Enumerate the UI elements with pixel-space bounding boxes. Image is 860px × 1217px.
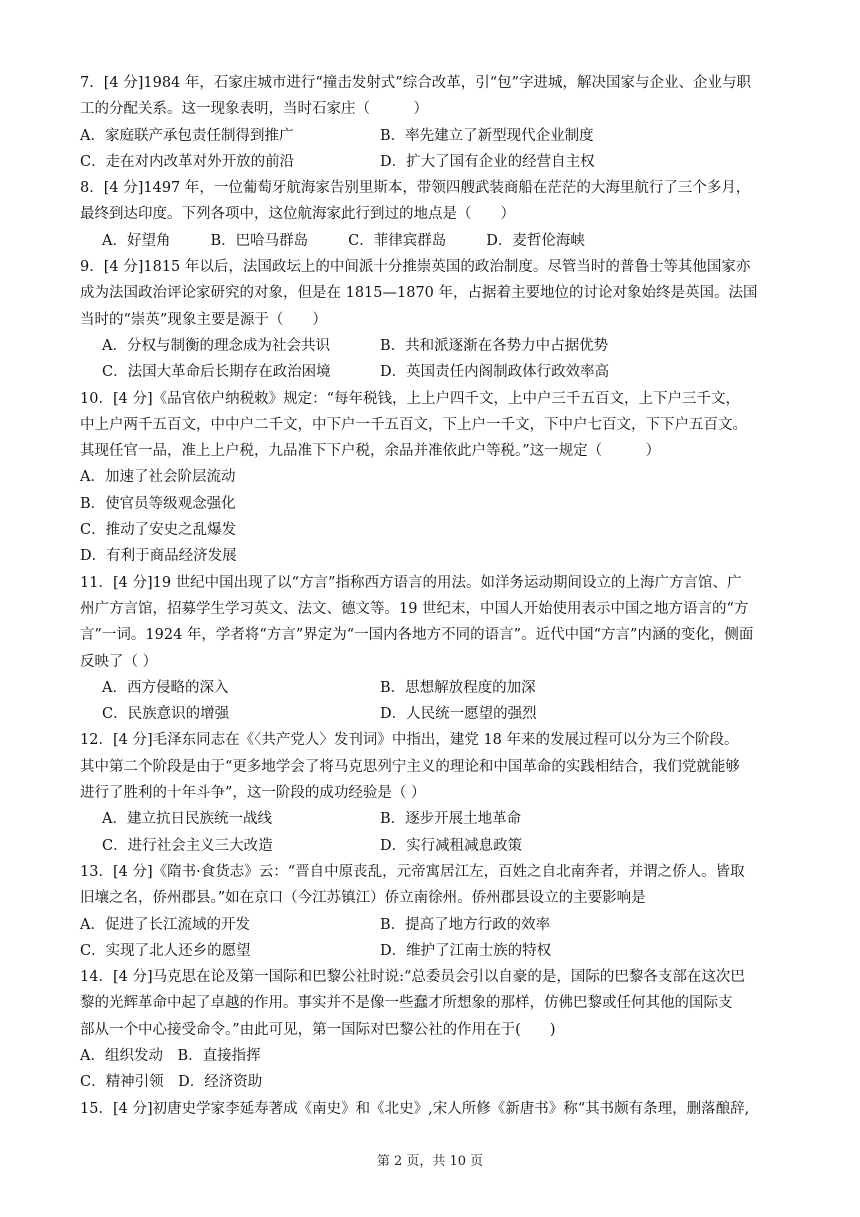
page-number: 第 2 页，共 10 页	[376, 1154, 484, 1169]
question-7	[80, 70, 780, 175]
question-10	[80, 386, 780, 570]
question-text: 11．[4 分]19 世纪中国出现了以“方言”指称西方语言的用法。如洋务运动期间设立的上海广方言馆、广	[80, 574, 742, 591]
question-8	[80, 175, 780, 254]
question-11	[80, 570, 780, 728]
option-a: A．家庭联产承包责任制得到推广	[80, 127, 294, 144]
question-text: 8．[4 分]1497 年，一位葡萄牙航海家告别里斯本，带领四艘武装商船在茫茫的大海里航行了三个多月，	[80, 180, 751, 197]
option-c: C．法国大革命后长期存在政治困境	[102, 364, 331, 381]
option-a: A．建立抗日民族统一战线	[102, 811, 272, 828]
question-text: 10．[4 分]《品官依户纳税敕》规定：“每年税钱，上上户四千文，上中户三千五百文，上下户三千文，	[80, 390, 741, 407]
option-b: B．提高了地方行政的效率	[380, 916, 551, 933]
option-a: A．促进了长江流域的开发	[80, 916, 250, 933]
question-text: 13．[4 分]《隋书·食货志》云：“晋自中原丧乱，元帝寓居江左，百姓之自北南奔者，并谓之侨人。皆取	[80, 863, 745, 880]
question-text: 14．[4 分]马克思在论及第一国际和巴黎公社时说:“总委员会引以自豪的是，国际的巴黎各支部在这次巴	[80, 969, 745, 986]
option-d: D．有利于商品经济发展	[80, 548, 237, 565]
question-text: 7．[4 分]1984 年，石家庄城市进行“撞击发射式”综合改革，引“包”字进城，解决国家与企业、企业与职	[80, 75, 752, 91]
question-text: 州广方言馆，招募学生学习英文、法文、德文等。19 世纪末，中国人开始使用表示中国之地方语言的“方	[80, 600, 749, 617]
question-9	[80, 254, 780, 385]
question-text: 进行了胜利的十年斗争”，这一阶段的成功经验是（ ）	[80, 785, 426, 802]
question-text: 其现任官一品，准上上户税，九品准下下户税，余品并准依此户等税。”这一规定（ ）	[80, 443, 661, 460]
option-c: C．走在对内改革对外开放的前沿	[80, 153, 295, 170]
option-a-b: A．组织发动 B．直接指挥	[80, 1047, 261, 1064]
question-text: 中上户两千五百文，中中户二千文，中下户一千五百文，下上户一千文，下中户七百文，下下户五百文。	[80, 416, 747, 433]
option-b: B．率先建立了新型现代企业制度	[380, 127, 594, 144]
option-a: A．分权与制衡的理念成为社会共识	[102, 337, 330, 354]
option-d: D．扩大了国有企业的经营自主权	[380, 153, 595, 170]
question-13	[80, 859, 780, 964]
option-a: A．加速了社会阶层流动	[80, 469, 236, 486]
option-c: C．菲律宾群岛	[348, 232, 447, 249]
option-c: C．民族意识的增强	[102, 706, 230, 723]
question-text: 其中第二个阶段是由于“更多地学会了将马克思列宁主义的理论和中国革命的实践相结合，我们党就能够	[80, 758, 740, 775]
option-b: B．使官员等级观念强化	[80, 495, 236, 512]
option-d: D．麦哲伦海峡	[486, 232, 585, 249]
question-text: 旧壤之名，侨州郡县。”如在京口（今江苏镇江）侨立南徐州。侨州郡县设立的主要影响是	[80, 890, 646, 907]
question-text: 工的分配关系。这一现象表明，当时石家庄（ ）	[80, 101, 428, 118]
option-b: B．思想解放程度的加深	[380, 679, 536, 696]
question-text: 当时的“崇英”现象主要是源于（ ）	[80, 311, 327, 328]
option-d: D．人民统一愿望的强烈	[380, 706, 537, 723]
question-text: 9．[4 分]1815 年以后，法国政坛上的中间派十分推崇英国的政治制度。尽管当时的普鲁士等其他国家亦	[80, 259, 751, 276]
option-c: C．进行社会主义三大改造	[102, 837, 273, 854]
question-text: 黎的光辉革命中起了卓越的作用。事实并不是像一些蠢才所想象的那样，仿佛巴黎或任何其他的国际支	[80, 995, 733, 1012]
option-b: B．逐步开展土地革命	[380, 811, 522, 828]
question-text: 成为法国政治评论家研究的对象，但是在 1815—1870 年，占据着主要地位的讨论对象始终是英国。法国	[80, 285, 758, 302]
exam-page	[80, 70, 780, 1122]
option-c: C．推动了安史之乱爆发	[80, 522, 237, 539]
option-b: B．共和派逐渐在各势力中占据优势	[380, 337, 609, 354]
question-12	[80, 727, 780, 858]
question-text: 反映了（ ）	[80, 653, 158, 670]
option-d: D．维护了江南士族的特权	[380, 942, 552, 959]
option-c-d: C．精神引领 D．经济资助	[80, 1074, 263, 1091]
question-text: 12．[4 分]毛泽东同志在《〈共产党人〉发刊词》中指出，建党 18 年来的发展过程可以分为三个阶段。	[80, 732, 739, 749]
question-text: 最终到达印度。下列各项中，这位航海家此行到过的地点是（ ）	[80, 206, 515, 223]
option-a: A．西方侵略的深入	[102, 679, 229, 696]
question-14	[80, 964, 780, 1095]
question-text: 言”一词。1924 年，学者将“方言”界定为“一国内各地方不同的语言”。近代中国“方言”内涵的变化，侧面	[80, 627, 754, 644]
option-b: B．巴哈马群岛	[210, 232, 309, 249]
question-text: 15．[4 分]初唐史学家李延寿著成《南史》和《北史》,宋人所修《新唐书》称“其书颇有条理，删落酿辞,	[80, 1100, 750, 1117]
question-15	[80, 1096, 780, 1122]
option-d: D．实行减租减息政策	[380, 837, 523, 854]
option-a: A．好望角	[102, 232, 171, 249]
option-d: D．英国责任内阁制政体行政效率高	[380, 364, 610, 381]
option-c: C．实现了北人还乡的愿望	[80, 942, 251, 959]
question-text: 部从一个中心接受命令。”由此可见，第一国际对巴黎公社的作用在于( )	[80, 1021, 556, 1038]
